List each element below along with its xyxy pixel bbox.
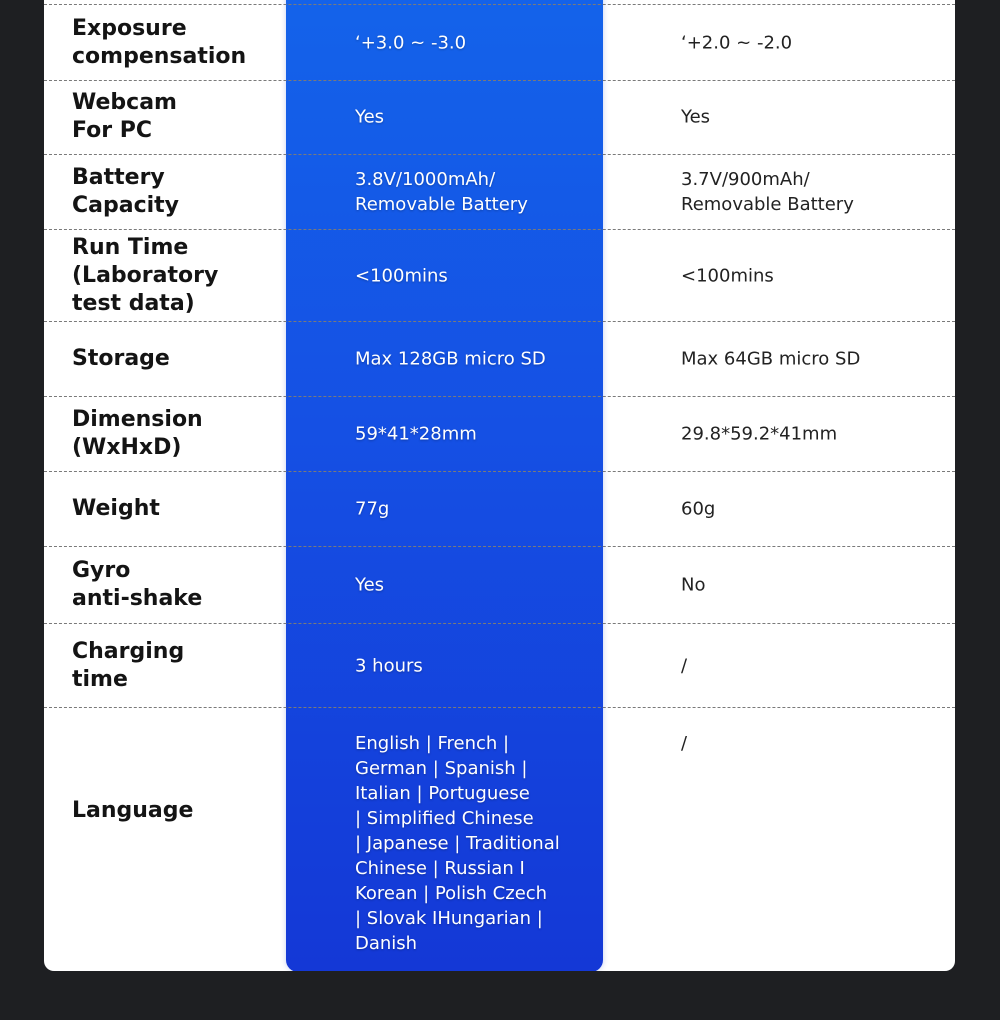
spec-value-secondary: Max 64GB micro SD — [681, 348, 861, 370]
spec-row-storage — [44, 322, 955, 397]
spec-value-secondary: Yes — [681, 106, 711, 128]
spec-label: Exposure compensation — [72, 15, 247, 69]
spec-label: Webcam For PC — [72, 90, 177, 143]
spec-value-secondary: ‘+2.0 ~ -2.0 — [681, 32, 793, 53]
spec-row-exposure-compensation — [44, 4, 955, 81]
spec-value-secondary: 29.8*59.2*41mm — [681, 423, 838, 445]
spec-row-webcam — [44, 80, 955, 155]
spec-label: Dimension (WxHxD) — [72, 407, 203, 460]
spec-value-primary: Yes — [355, 574, 385, 596]
spec-value-primary: 3.8V/1000mAh/ Removable Battery — [355, 169, 528, 215]
spec-value-primary: English | French | German | Spanish | Italian | Portuguese | Simplified Chinese | Japanese | Traditional Chinese | Russian I Korean | Polish Czech | Slovak IHungarian | Danish — [355, 733, 560, 954]
spec-value-primary: <100mins — [355, 265, 448, 286]
spec-value-secondary: 3.7V/900mAh/ Removable Battery — [681, 169, 854, 215]
spec-value-secondary: 60g — [681, 498, 716, 520]
spec-value-primary: Max 128GB micro SD — [355, 348, 546, 370]
spec-value-secondary: <100mins — [681, 265, 774, 286]
spec-comparison-card — [44, 0, 955, 971]
spec-label: Weight — [72, 496, 160, 521]
spec-row-charging-time — [44, 624, 955, 708]
spec-value-primary: 59*41*28mm — [355, 423, 477, 445]
spec-value-secondary: / — [681, 733, 688, 754]
spec-value-primary: 3 hours — [355, 655, 423, 676]
spec-row-weight — [44, 472, 955, 547]
spec-label: Language — [72, 798, 194, 823]
spec-row-dimension — [44, 397, 955, 472]
spec-value-secondary: No — [681, 574, 706, 596]
spec-row-gyro — [44, 547, 955, 624]
spec-label: Battery Capacity — [72, 165, 180, 218]
spec-value-primary: Yes — [355, 106, 385, 128]
spec-label: Charging time — [72, 638, 185, 692]
spec-value-primary: 77g — [355, 498, 390, 520]
spec-value-secondary: / — [681, 655, 688, 676]
spec-label: Gyro anti-shake — [72, 558, 203, 611]
spec-row-language — [44, 708, 955, 971]
spec-value-primary: ‘+3.0 ~ -3.0 — [355, 32, 467, 53]
spec-label: Run Time (Laboratory test data) — [72, 234, 219, 316]
spec-row-run-time — [44, 230, 955, 322]
spec-label: Storage — [72, 346, 170, 371]
spec-row-battery-capacity — [44, 155, 955, 230]
